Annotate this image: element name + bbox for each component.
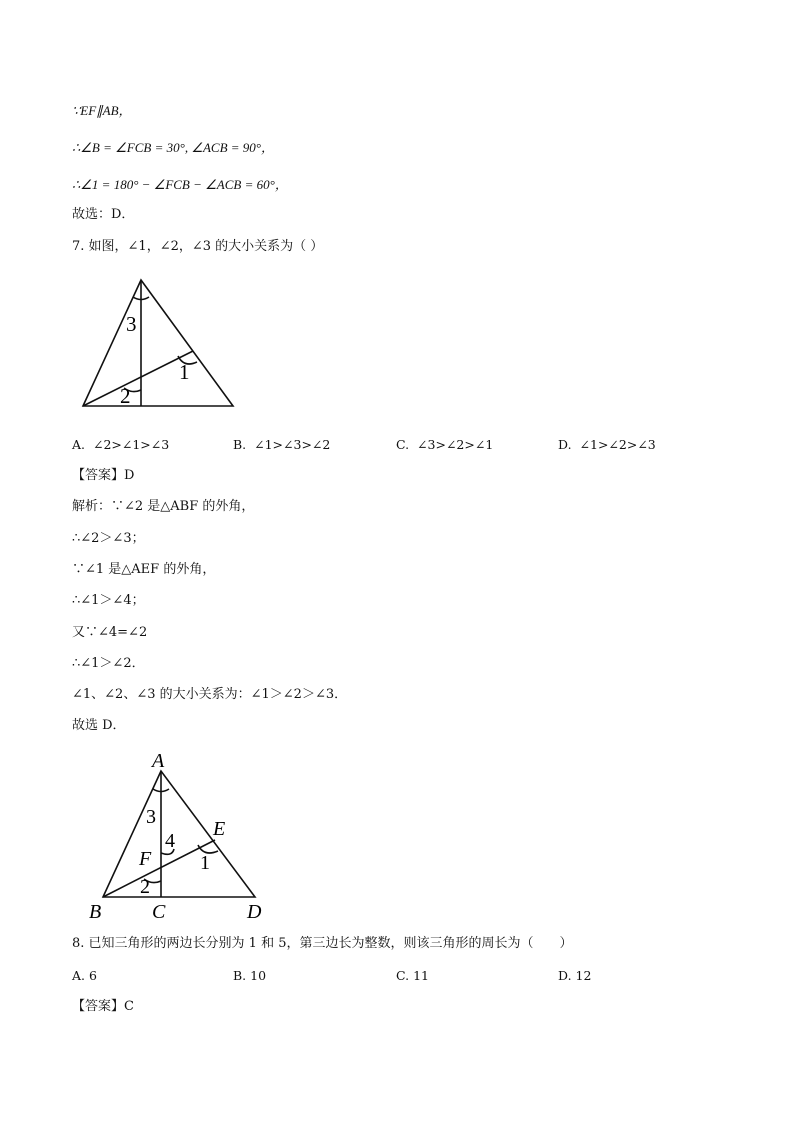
option-text: 6	[89, 968, 97, 983]
option-a[interactable]	[72, 436, 169, 454]
question-7-figure	[72, 272, 242, 414]
point-label-d: D	[247, 901, 262, 923]
option-text: ∠2>∠1>∠3	[92, 437, 170, 452]
analysis-line: ∴∠1＞∠2．	[72, 656, 145, 671]
figure-label-angle-2: 2	[120, 384, 131, 408]
solution-figure	[80, 745, 280, 925]
angle-label-1: 1	[200, 852, 210, 874]
option-key: D.	[558, 968, 572, 983]
analysis-line: ∴∠2＞∠3；	[72, 531, 145, 546]
analysis-line: 又∵∠4=∠2	[72, 625, 148, 640]
option-text: ∠1>∠2>∠3	[579, 437, 656, 452]
option-key: A.	[72, 437, 86, 452]
option-key: B.	[233, 968, 247, 983]
analysis-line: 解析：∵∠2 是△ABF 的外角，	[72, 499, 255, 514]
angle-label-3: 3	[146, 806, 156, 828]
angle-label-4: 4	[165, 830, 175, 852]
analysis-line: ∵∠1 是△AEF 的外角，	[72, 562, 216, 577]
solution-line-angle1: ∴∠1 = 180° − ∠FCB − ∠ACB = 60°，	[72, 177, 288, 192]
option-c[interactable]	[396, 967, 429, 985]
option-text: 11	[413, 968, 429, 983]
triangle-outline	[83, 280, 233, 406]
triangle-abd	[103, 771, 255, 897]
solution-line-choice: 故选：D．	[72, 207, 135, 222]
point-label-a: A	[152, 750, 165, 772]
option-d[interactable]	[558, 967, 591, 985]
option-d[interactable]	[558, 436, 656, 454]
cevian-line	[83, 351, 193, 406]
option-text: ∠1>∠3>∠2	[254, 437, 331, 452]
solution-line-parallel: ∵EF∥AB，	[72, 103, 132, 118]
option-b[interactable]	[233, 967, 266, 985]
option-a[interactable]	[72, 967, 97, 985]
option-b[interactable]	[233, 436, 330, 454]
point-label-b: B	[89, 901, 102, 923]
question-7-stem: 7. 如图，∠1，∠2，∠3 的大小关系为（ ）	[72, 239, 324, 254]
option-c[interactable]	[396, 436, 493, 454]
option-key: B.	[233, 437, 247, 452]
analysis-line: ∴∠1＞∠4；	[72, 593, 145, 608]
solution-line-angles: ∴∠B = ∠FCB = 30°, ∠ACB = 90°，	[72, 140, 274, 155]
question-8-stem: 8. 已知三角形的两边长分别为 1 和 5，第三边长为整数，则该三角形的周长为（ ）	[72, 936, 573, 951]
point-label-f: F	[139, 848, 152, 870]
option-text: 12	[575, 968, 592, 983]
option-text: ∠3>∠2>∠1	[417, 437, 494, 452]
question-8-answer: 【答案】C	[72, 999, 134, 1014]
angle-label-2: 2	[140, 876, 150, 898]
analysis-line: 故选 D．	[72, 718, 126, 733]
figure-label-angle-3: 3	[126, 312, 137, 336]
option-key: C.	[396, 437, 410, 452]
figure-label-angle-1: 1	[179, 360, 190, 384]
segment-be	[103, 840, 215, 897]
option-key: C.	[396, 968, 410, 983]
option-text: 10	[250, 968, 267, 983]
option-key: D.	[558, 437, 572, 452]
analysis-line: ∠1、∠2、∠3 的大小关系为：∠1＞∠2＞∠3．	[72, 687, 348, 702]
question-7-answer: 【答案】D	[72, 468, 135, 483]
point-label-e: E	[213, 818, 226, 840]
option-key: A.	[72, 968, 86, 983]
point-label-c: C	[152, 901, 166, 923]
